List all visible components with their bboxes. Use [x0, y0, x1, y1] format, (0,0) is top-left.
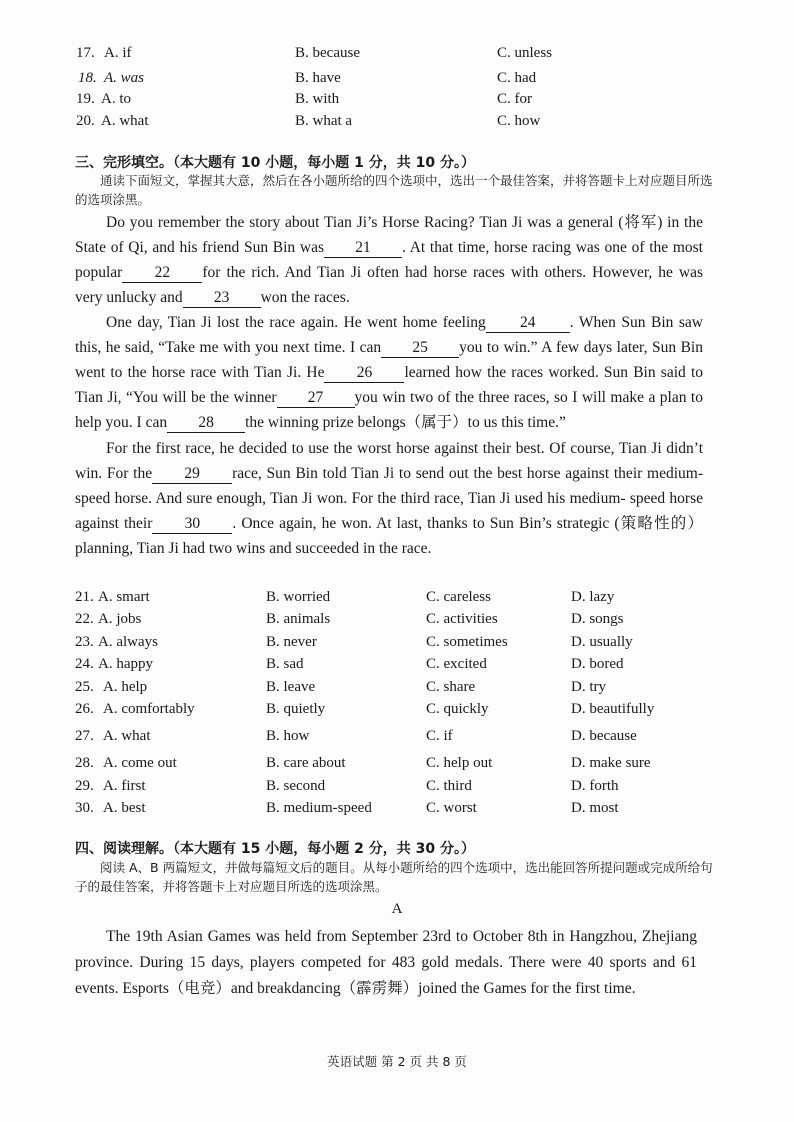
option-c: C. how: [497, 113, 541, 129]
cloze-paragraph-1: Do you remember the story about Tian Ji’s Horse Racing? Tian Ji was a general (将军) in the State of Qi, and his friend Sun Bin was 21 . At that time, horse racing was one of the most popular 22 for the rich. And Tian Ji often had horse races with others. However, he was very unlucky and 23 won the races.: [75, 214, 703, 306]
cloze-paragraph-2: One day, Tian Ji lost the race again. He went home feeling 24 . When Sun Bin saw this, he said, “Take me with you next time. I can 25 you to win.” A few days later, Sun Bin went to the horse race with Tian Ji. He 26 learned how the races worked. Sun Bin said to Tian Ji, “You will be the winner 27 you win two of the three races, so I will make a plan to help you. I can 28 the winning prize belongs（属于）to us this time.”: [75, 314, 704, 431]
option-row-18: [0, 70, 794, 92]
blank-29: 29: [152, 465, 232, 484]
blank-30: 30: [152, 515, 232, 534]
blank-26: 26: [324, 364, 404, 383]
option-c: C. had: [497, 70, 537, 86]
blank-28: 28: [167, 414, 245, 433]
option-c: C. for: [497, 91, 532, 107]
option-b: B. what a: [295, 113, 353, 129]
blank-23: 23: [183, 289, 261, 308]
option-row-20: [0, 113, 794, 135]
option-c: C. unless: [497, 45, 553, 61]
section-instruction-cloze: 通读下面短文，掌握其大意，然后在各小题所给的四个选项中，选出一个最佳答案，并将答题卡上对应题目所选的选项涂黑。: [75, 173, 713, 207]
blank-25: 25: [381, 339, 459, 358]
reading-passage-a: The 19th Asian Games was held from September 23rd to October 8th in Hangzhou, Zhejiang province. During 15 days, players competed for 483 gold medals. There were 40 sports and 61 events. Esports（电竞）and breakdancing（霹雳舞）joined the Games for the first time.: [75, 928, 697, 997]
question-number: 19.: [76, 91, 95, 107]
option-row-19: [0, 91, 794, 113]
question-number: 17.: [76, 45, 95, 61]
option-row-26: 26. A. comfortably B. quietly C. quickly D. beautifully: [75, 701, 655, 717]
option-a: A. if: [104, 45, 132, 61]
section-instruction-reading: 阅读 A、B 两篇短文，并做每篇短文后的题目。从每小题所给的四个选项中，选出能回答所提问题或完成所给句子的最佳答案，并将答题卡上对应题目所选的选项涂黑。: [75, 860, 713, 894]
option-row-28: 28. A. come out B. care about C. help out D. make sure: [75, 755, 651, 771]
option-row-30: 30. A. best B. medium-speed C. worst D. most: [75, 800, 619, 816]
blank-24: 24: [486, 314, 570, 333]
option-b: B. because: [295, 45, 360, 61]
option-b: B. with: [295, 91, 340, 107]
cloze-paragraph-3: For the first race, he decided to use the worst horse against their best. Of course, Tian Ji didn’t win. For the 29 race, Sun Bin told Tian Ji to send out the best horse against their medium-speed horse. And sure enough, Tian Ji won. For the third race, Tian Ji used his medium- speed horse against their 30 . Once again, he won. At last, thanks to Sun Bin’s strategic (策略性的）planning, Tian Ji had two wins and succeeded in the race.: [75, 440, 704, 557]
passage-title: A: [391, 901, 403, 917]
option-a: A. was: [104, 70, 145, 86]
blank-21: 21: [324, 239, 402, 258]
section-heading-cloze: 三、完形填空。（本大题有 10 小题，每小题 1 分，共 10 分。）: [75, 155, 475, 171]
blank-22: 22: [122, 264, 202, 283]
option-row-29: 29. A. first B. second C. third D. forth: [75, 778, 619, 794]
option-b: B. have: [295, 70, 341, 86]
question-number: 18.: [78, 70, 97, 86]
option-row-22: 22. A. jobs B. animals C. activities D. songs: [75, 611, 624, 627]
option-a: A. to: [101, 91, 131, 107]
option-row-23: 23. A. always B. never C. sometimes D. usually: [75, 634, 633, 650]
option-row-24: 24. A. happy B. sad C. excited D. bored: [75, 656, 624, 672]
option-row-27: 27. A. what B. how C. if D. because: [75, 728, 637, 744]
section-heading-reading: 四、阅读理解。（本大题有 15 小题，每小题 2 分，共 30 分。）: [75, 841, 475, 857]
option-a: A. what: [101, 113, 149, 129]
page-footer: 英语试题 第 2 页 共 8 页: [327, 1054, 467, 1069]
option-row-17: [0, 45, 794, 67]
question-number: 20.: [76, 113, 95, 129]
option-row-21: 21. A. smart B. worried C. careless D. lazy: [75, 589, 615, 605]
option-row-25: 25. A. help B. leave C. share D. try: [75, 679, 606, 695]
blank-27: 27: [277, 389, 355, 408]
